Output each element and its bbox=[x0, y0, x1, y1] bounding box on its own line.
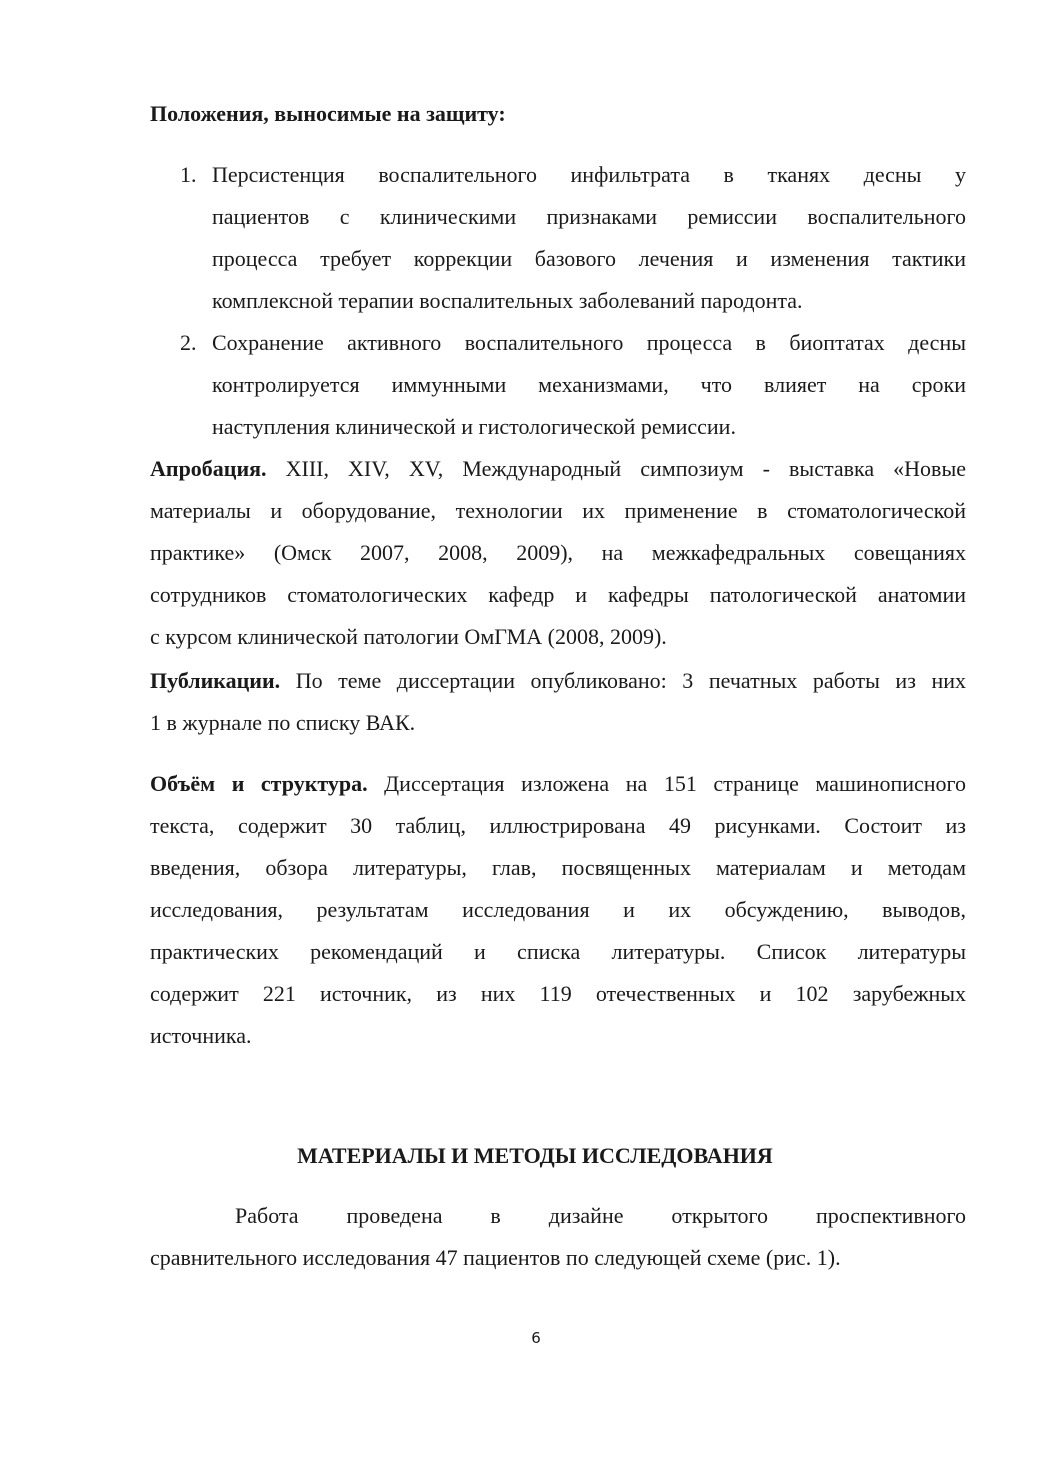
publications-text: По теме диссертации опубликовано: 3 печатных работы из них bbox=[280, 668, 966, 693]
methods-line: сравнительного исследования 47 пациентов по следующей схеме (рис. 1). bbox=[150, 1245, 841, 1270]
page-number: 6 bbox=[531, 1329, 541, 1347]
theses-heading: Положения, выносимые на защиту: bbox=[150, 101, 506, 126]
approbation-label: Апробация. bbox=[150, 456, 267, 481]
approbation-line: практике» (Омск 2007, 2008, 2009), на межкафедральных совещаниях bbox=[150, 540, 966, 565]
thesis-number: 2. bbox=[180, 330, 197, 355]
publications-line: 1 в журнале по списку ВАК. bbox=[150, 710, 416, 735]
approbation-line: сотрудников стоматологических кафедр и кафедры патологической анатомии bbox=[150, 582, 966, 607]
structure-line: источника. bbox=[150, 1023, 252, 1048]
approbation-first-line bbox=[150, 454, 966, 484]
structure-line: исследования, результатам исследования и их обсуждению, выводов, bbox=[150, 897, 966, 922]
approbation-line: с курсом клинической патологии ОмГМА (2008, 2009). bbox=[150, 624, 667, 649]
thesis-line: Сохранение активного воспалительного процесса в биоптатах десны bbox=[212, 330, 966, 355]
thesis-line: комплексной терапии воспалительных заболеваний пародонта. bbox=[212, 288, 803, 313]
structure-label: Объём и структура. bbox=[150, 771, 368, 796]
thesis-line: наступления клинической и гистологической ремиссии. bbox=[212, 414, 736, 439]
thesis-number: 1. bbox=[180, 162, 197, 187]
thesis-line: процесса требует коррекции базового лечения и изменения тактики bbox=[212, 246, 966, 271]
thesis-line: пациентов с клиническими признаками ремиссии воспалительного bbox=[212, 204, 966, 229]
approbation-text: XIII, XIV, XV, Международный симпозиум - выставка «Новые bbox=[266, 456, 966, 481]
structure-line: введения, обзора литературы, глав, посвященных материалам и методам bbox=[150, 855, 966, 880]
thesis-line: контролируется иммунными механизмами, что влияет на сроки bbox=[212, 372, 966, 397]
publications-first-line bbox=[150, 666, 966, 696]
approbation-line: материалы и оборудование, технологии их применение в стоматологической bbox=[150, 498, 966, 523]
methods-first-line: Работа проведена в дизайне открытого проспективного bbox=[235, 1203, 966, 1228]
structure-line: практических рекомендаций и списка литературы. Список литературы bbox=[150, 939, 966, 964]
publications-label: Публикации. bbox=[150, 668, 281, 693]
structure-line: содержит 221 источник, из них 119 отечественных и 102 зарубежных bbox=[150, 981, 966, 1006]
thesis-line: Персистенция воспалительного инфильтрата в тканях десны у bbox=[212, 162, 966, 187]
structure-first-line bbox=[150, 769, 966, 799]
structure-line: текста, содержит 30 таблиц, иллюстрирована 49 рисунками. Состоит из bbox=[150, 813, 966, 838]
structure-text: Диссертация изложена на 151 странице машинописного bbox=[367, 771, 966, 796]
section-heading: МАТЕРИАЛЫ И МЕТОДЫ ИССЛЕДОВАНИЯ bbox=[297, 1143, 773, 1168]
